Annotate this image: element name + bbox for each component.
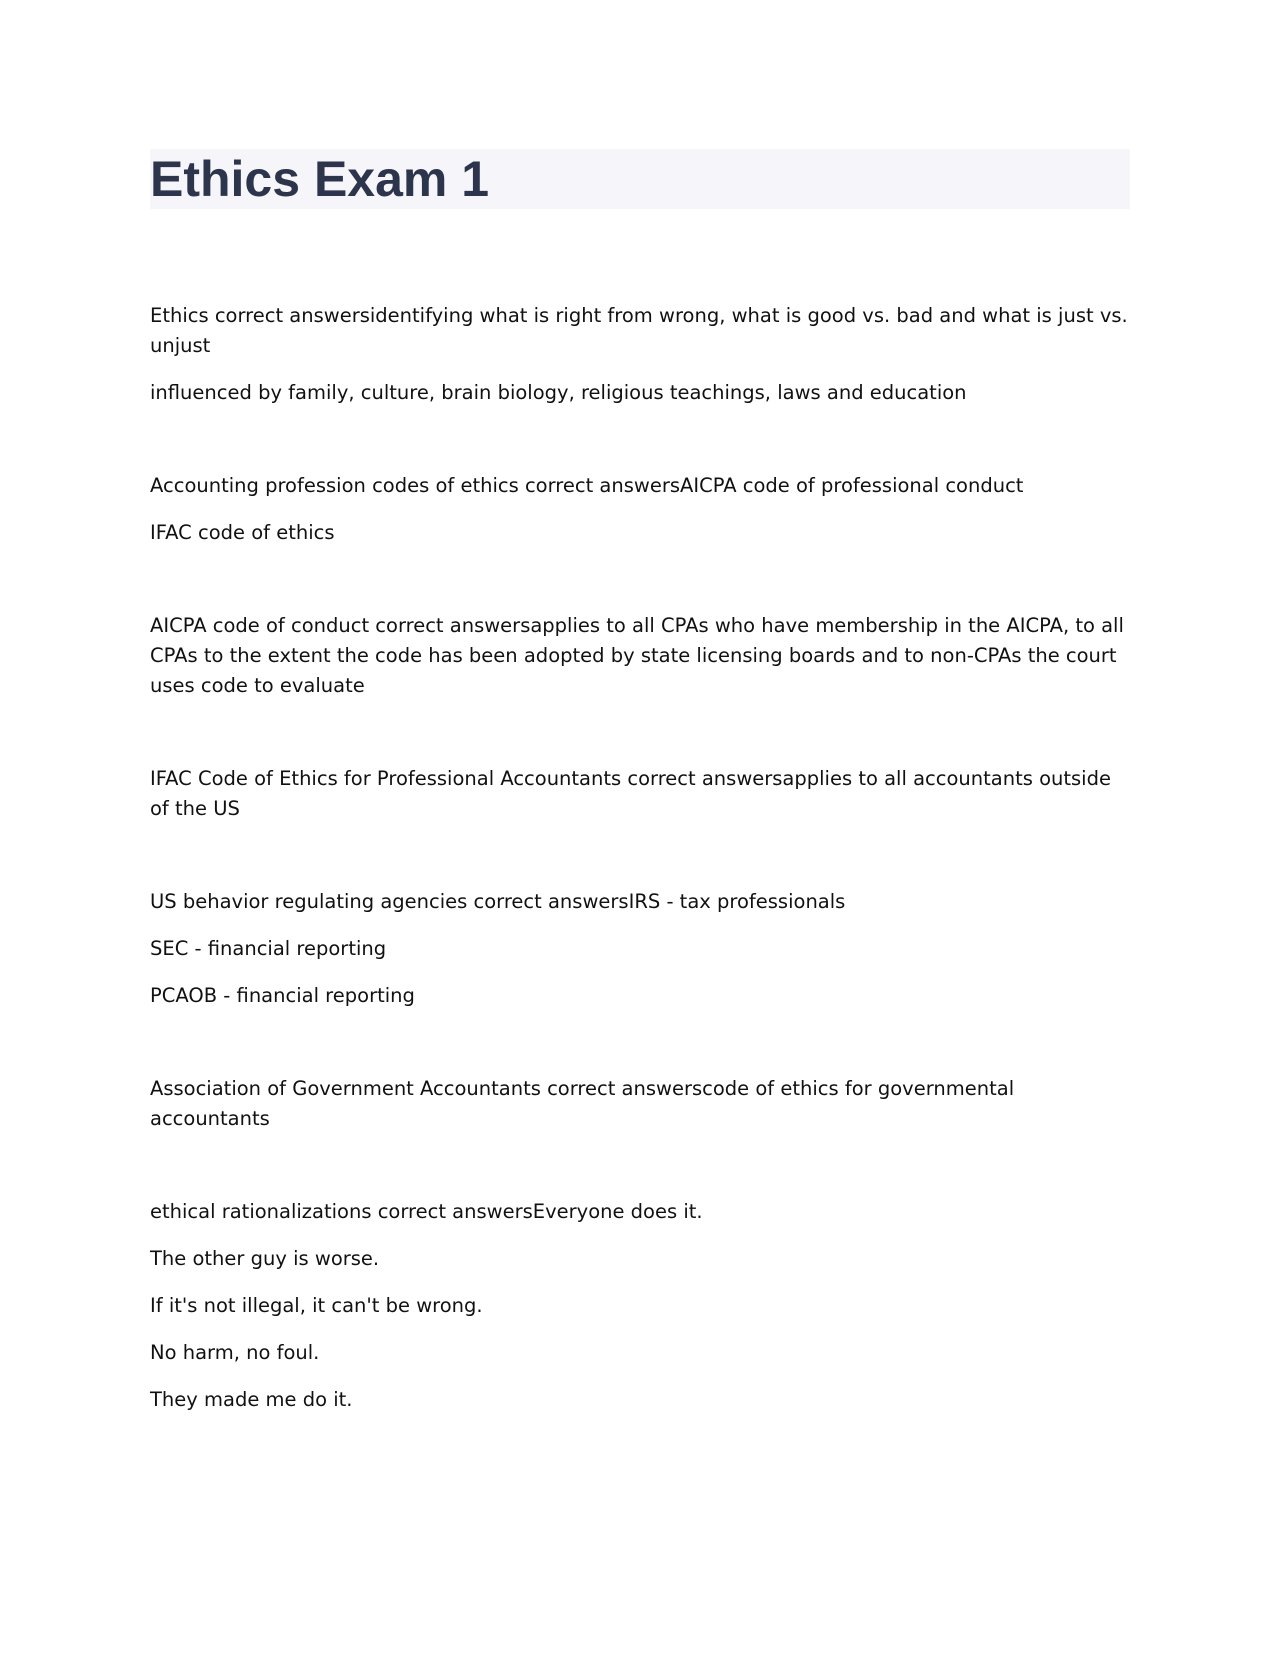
entry-rationalizations	[150, 1197, 1130, 1415]
entry-line: AICPA code of conduct correct answersapplies to all CPAs who have membership in the AICPA, to all CPAs to the extent the code has been adopted by state licensing boards and to non-CPAs the court uses code to evaluate	[150, 614, 1124, 697]
document-title: Ethics Exam 1	[150, 151, 490, 207]
entry-accounting-codes	[150, 471, 1130, 548]
entry-ifac-code	[150, 764, 1130, 824]
entry-line: ethical rationalizations correct answersEveryone does it.	[150, 1200, 703, 1223]
entry-line: SEC - financial reporting	[150, 937, 387, 960]
entry-aicpa-code	[150, 611, 1130, 701]
entry-line: The other guy is worse.	[150, 1247, 380, 1270]
document-body	[150, 301, 1130, 1415]
entry-ethics	[150, 301, 1130, 408]
entry-line: Ethics correct answersidentifying what is right from wrong, what is good vs. bad and what is just vs. unjust	[150, 304, 1128, 357]
entry-line: No harm, no foul.	[150, 1341, 320, 1364]
title-banner	[150, 149, 1130, 209]
entry-line: PCAOB - financial reporting	[150, 984, 415, 1007]
entry-line: influenced by family, culture, brain biology, religious teachings, laws and education	[150, 381, 967, 404]
entry-line: They made me do it.	[150, 1388, 353, 1411]
entry-us-agencies	[150, 887, 1130, 1011]
entry-line: IFAC Code of Ethics for Professional Accountants correct answersapplies to all accountants outside of the US	[150, 767, 1111, 820]
entry-line: If it's not illegal, it can't be wrong.	[150, 1294, 483, 1317]
entry-line: US behavior regulating agencies correct answersIRS - tax professionals	[150, 890, 846, 913]
document-page	[150, 149, 1130, 1478]
entry-line: Association of Government Accountants correct answerscode of ethics for governmental accountants	[150, 1077, 1015, 1130]
entry-aga	[150, 1074, 1130, 1134]
entry-line: Accounting profession codes of ethics correct answersAICPA code of professional conduct	[150, 474, 1024, 497]
entry-line: IFAC code of ethics	[150, 521, 335, 544]
